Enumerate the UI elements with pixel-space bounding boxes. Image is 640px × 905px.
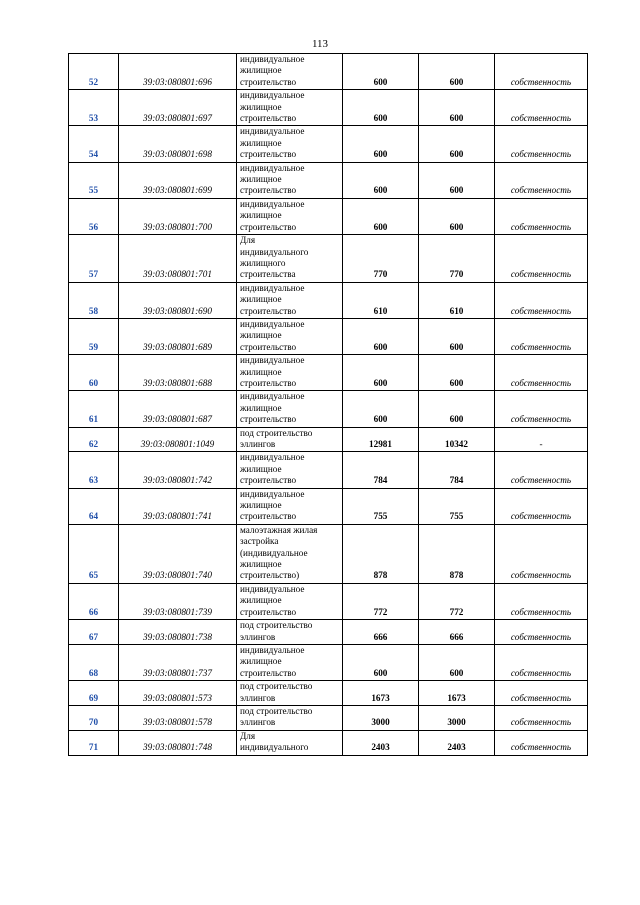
- area-value-text: 878: [373, 570, 388, 581]
- table-row: [69, 282, 588, 318]
- permitted-use-text: под строительство эллингов: [240, 705, 313, 728]
- row-number: [69, 644, 119, 680]
- area-value-2: [419, 427, 495, 452]
- permitted-use-text: индивидуальное жилищное строительство: [240, 452, 305, 486]
- area-value-2-text: 600: [449, 414, 464, 425]
- cadastral-number: [119, 644, 237, 680]
- area-value: [343, 488, 419, 524]
- row-number: [69, 524, 119, 583]
- page-number: 113: [311, 38, 329, 50]
- ownership-right-text: собственность: [510, 717, 572, 728]
- permitted-use-text: Для индивидуального: [240, 730, 309, 753]
- area-value-2: [419, 488, 495, 524]
- cadastral-number-text: 39:03:080801:741: [143, 511, 212, 522]
- cadastral-number-text: 39:03:080801:699: [143, 185, 212, 196]
- row-number-text: 66: [88, 606, 99, 617]
- table-row: [69, 355, 588, 391]
- area-value-2: [419, 198, 495, 234]
- cadastral-number-text: 39:03:080801:578: [143, 717, 212, 728]
- area-value-text: 784: [373, 475, 388, 486]
- ownership-right: [495, 488, 588, 524]
- area-value-2-text: 600: [449, 185, 464, 196]
- table-row: [69, 318, 588, 354]
- row-number: [69, 452, 119, 488]
- cadastral-number: [119, 524, 237, 583]
- row-number-text: 64: [88, 511, 99, 522]
- ownership-right: [495, 318, 588, 354]
- permitted-use: [237, 488, 343, 524]
- cadastral-number: [119, 620, 237, 645]
- cadastral-number-text: 39:03:080801:573: [143, 692, 212, 703]
- cadastral-number: [119, 583, 237, 619]
- table-row: [69, 681, 588, 706]
- table-row: [69, 620, 588, 645]
- area-value-2: [419, 162, 495, 198]
- permitted-use: [237, 90, 343, 126]
- ownership-right-text: собственность: [510, 305, 572, 316]
- row-number-text: 67: [88, 631, 99, 642]
- cadastral-number: [119, 235, 237, 283]
- area-value-2: [419, 54, 495, 90]
- ownership-right-text: собственность: [510, 269, 572, 280]
- row-number-text: 57: [88, 269, 99, 280]
- ownership-right-text: собственность: [510, 221, 572, 232]
- ownership-right-text: собственность: [510, 341, 572, 352]
- area-value: [343, 54, 419, 90]
- cadastral-number-text: 39:03:080801:742: [143, 475, 212, 486]
- permitted-use-text: малоэтажная жилая застройка (индивидуальное жилищное строительство): [240, 524, 318, 581]
- ownership-right: [495, 620, 588, 645]
- table-row: [69, 644, 588, 680]
- area-value-2-text: 600: [449, 76, 464, 87]
- area-value-2: [419, 355, 495, 391]
- permitted-use: [237, 730, 343, 755]
- row-number-text: 55: [88, 185, 99, 196]
- ownership-right: [495, 583, 588, 619]
- ownership-right: [495, 162, 588, 198]
- ownership-right: [495, 681, 588, 706]
- table-row: [69, 730, 588, 755]
- area-value-2-text: 10342: [445, 439, 468, 449]
- cadastral-number: [119, 355, 237, 391]
- permitted-use: [237, 391, 343, 427]
- area-value-2-text: 600: [449, 113, 464, 124]
- permitted-use-text: индивидуальное жилищное строительство: [240, 54, 305, 87]
- area-value-2-text: 666: [449, 631, 464, 642]
- permitted-use: [237, 620, 343, 645]
- cadastral-number-text: 39:03:080801:697: [143, 113, 212, 124]
- row-number: [69, 318, 119, 354]
- table-row: [69, 90, 588, 126]
- row-number: [69, 705, 119, 730]
- table-row: [69, 452, 588, 488]
- permitted-use: [237, 583, 343, 619]
- area-value-2: [419, 391, 495, 427]
- ownership-right-text: собственность: [510, 76, 572, 87]
- cadastral-number-text: 39:03:080801:688: [143, 377, 212, 388]
- permitted-use-text: Для индивидуального жилищного строительства: [240, 235, 309, 280]
- row-number: [69, 235, 119, 283]
- ownership-right: [495, 282, 588, 318]
- ownership-right-text: собственность: [510, 113, 572, 124]
- row-number: [69, 355, 119, 391]
- permitted-use-text: индивидуальное жилищное строительство: [240, 391, 305, 425]
- area-value: [343, 355, 419, 391]
- area-value-2-text: 600: [449, 149, 464, 160]
- permitted-use-text: индивидуальное жилищное строительство: [240, 583, 305, 617]
- ownership-right: [495, 126, 588, 162]
- ownership-right-text: собственность: [510, 475, 572, 486]
- area-value-text: 600: [373, 221, 388, 232]
- permitted-use: [237, 705, 343, 730]
- permitted-use: [237, 235, 343, 283]
- cadastral-number: [119, 427, 237, 452]
- cadastral-number: [119, 282, 237, 318]
- cadastral-number: [119, 730, 237, 755]
- area-value-2: [419, 620, 495, 645]
- ownership-right: [495, 90, 588, 126]
- table-row: [69, 162, 588, 198]
- row-number-text: 61: [88, 414, 99, 425]
- cadastral-number-text: 39:03:080801:1049: [140, 439, 215, 449]
- area-value-text: 12981: [369, 439, 392, 449]
- permitted-use-text: индивидуальное жилищное строительство: [240, 90, 305, 124]
- cadastral-number: [119, 198, 237, 234]
- cadastral-number: [119, 126, 237, 162]
- area-value: [343, 620, 419, 645]
- cadastral-number: [119, 54, 237, 90]
- permitted-use-text: индивидуальное жилищное строительство: [240, 126, 305, 160]
- area-value-text: 1673: [371, 692, 390, 703]
- area-value-text: 2403: [371, 742, 390, 753]
- area-value-2: [419, 282, 495, 318]
- row-number: [69, 427, 119, 452]
- ownership-right: [495, 235, 588, 283]
- permitted-use: [237, 644, 343, 680]
- area-value-2: [419, 318, 495, 354]
- area-value: [343, 391, 419, 427]
- area-value-2: [419, 90, 495, 126]
- ownership-right-text: -: [539, 439, 543, 449]
- row-number-text: 70: [88, 717, 99, 728]
- ownership-right: [495, 705, 588, 730]
- area-value: [343, 705, 419, 730]
- permitted-use: [237, 524, 343, 583]
- cadastral-number-text: 39:03:080801:690: [143, 305, 212, 316]
- cadastral-number: [119, 705, 237, 730]
- area-value-2-text: 1673: [447, 692, 466, 703]
- area-value-text: 600: [373, 149, 388, 160]
- area-value-text: 600: [373, 667, 388, 678]
- cadastral-number-text: 39:03:080801:700: [143, 221, 212, 232]
- permitted-use: [237, 126, 343, 162]
- cadastral-number: [119, 391, 237, 427]
- area-value: [343, 235, 419, 283]
- ownership-right-text: собственность: [510, 414, 572, 425]
- table-row: [69, 54, 588, 90]
- row-number: [69, 198, 119, 234]
- area-value-text: 770: [373, 269, 388, 280]
- permitted-use: [237, 427, 343, 452]
- area-value-2: [419, 705, 495, 730]
- area-value: [343, 681, 419, 706]
- row-number-text: 65: [88, 570, 99, 581]
- area-value-text: 755: [373, 511, 388, 522]
- row-number: [69, 488, 119, 524]
- row-number-text: 62: [88, 439, 99, 449]
- area-value-2-text: 878: [449, 570, 464, 581]
- area-value: [343, 583, 419, 619]
- area-value-2-text: 600: [449, 221, 464, 232]
- area-value-2-text: 610: [449, 305, 464, 316]
- permitted-use: [237, 681, 343, 706]
- area-value-text: 610: [373, 305, 388, 316]
- area-value-2-text: 784: [449, 475, 464, 486]
- cadastral-number: [119, 681, 237, 706]
- permitted-use-text: индивидуальное жилищное строительство: [240, 318, 305, 352]
- cadastral-number: [119, 90, 237, 126]
- table-row: [69, 705, 588, 730]
- table-row: [69, 391, 588, 427]
- table-row: [69, 235, 588, 283]
- area-value-text: 600: [373, 414, 388, 425]
- table-row: [69, 198, 588, 234]
- area-value-2-text: 600: [449, 667, 464, 678]
- ownership-right: [495, 452, 588, 488]
- area-value: [343, 282, 419, 318]
- area-value-2: [419, 126, 495, 162]
- ownership-right-text: собственность: [510, 692, 572, 703]
- row-number: [69, 282, 119, 318]
- cadastral-number: [119, 162, 237, 198]
- area-value-text: 600: [373, 341, 388, 352]
- ownership-right-text: собственность: [510, 742, 572, 753]
- row-number: [69, 391, 119, 427]
- ownership-right: [495, 427, 588, 452]
- row-number-text: 53: [88, 113, 99, 124]
- table-row: [69, 488, 588, 524]
- row-number-text: 58: [88, 305, 99, 316]
- ownership-right: [495, 355, 588, 391]
- row-number-text: 56: [88, 221, 99, 232]
- permitted-use-text: индивидуальное жилищное строительство: [240, 282, 305, 316]
- area-value: [343, 524, 419, 583]
- area-value: [343, 730, 419, 755]
- area-value-2: [419, 524, 495, 583]
- area-value: [343, 126, 419, 162]
- row-number-text: 59: [88, 341, 99, 352]
- row-number-text: 69: [88, 692, 99, 703]
- permitted-use: [237, 54, 343, 90]
- permitted-use: [237, 318, 343, 354]
- ownership-right-text: собственность: [510, 631, 572, 642]
- permitted-use-text: под строительство эллингов: [240, 620, 313, 642]
- row-number: [69, 126, 119, 162]
- cadastral-number-text: 39:03:080801:737: [143, 667, 212, 678]
- area-value-text: 3000: [371, 717, 390, 728]
- area-value: [343, 90, 419, 126]
- permitted-use-text: индивидуальное жилищное строительство: [240, 488, 305, 522]
- row-number: [69, 620, 119, 645]
- area-value: [343, 452, 419, 488]
- cadastral-number-text: 39:03:080801:696: [143, 76, 212, 87]
- area-value-text: 600: [373, 113, 388, 124]
- permitted-use: [237, 162, 343, 198]
- ownership-right: [495, 54, 588, 90]
- area-value-2: [419, 730, 495, 755]
- cadastral-number-text: 39:03:080801:698: [143, 149, 212, 160]
- area-value-2-text: 2403: [447, 742, 466, 753]
- cadastral-number: [119, 488, 237, 524]
- area-value-2-text: 600: [449, 377, 464, 388]
- row-number-text: 63: [88, 475, 99, 486]
- row-number-text: 68: [88, 667, 99, 678]
- area-value: [343, 427, 419, 452]
- row-number-text: 54: [88, 149, 99, 160]
- permitted-use: [237, 452, 343, 488]
- area-value-2: [419, 583, 495, 619]
- permitted-use-text: под строительство эллингов: [240, 427, 313, 449]
- area-value-2: [419, 644, 495, 680]
- cadastral-number-text: 39:03:080801:738: [143, 631, 212, 642]
- permitted-use-text: под строительство эллингов: [240, 681, 313, 703]
- cadastral-number-text: 39:03:080801:748: [143, 742, 212, 753]
- row-number: [69, 730, 119, 755]
- area-value-2-text: 3000: [447, 717, 466, 728]
- ownership-right: [495, 644, 588, 680]
- area-value-text: 600: [373, 185, 388, 196]
- area-value-2-text: 600: [449, 341, 464, 352]
- land-plots-table: [68, 53, 588, 756]
- cadastral-number-text: 39:03:080801:740: [143, 570, 212, 581]
- ownership-right: [495, 391, 588, 427]
- area-value: [343, 644, 419, 680]
- area-value-2-text: 772: [449, 606, 464, 617]
- ownership-right-text: собственность: [510, 511, 572, 522]
- row-number-text: 71: [88, 742, 99, 753]
- ownership-right: [495, 730, 588, 755]
- ownership-right-text: собственность: [510, 606, 572, 617]
- table-row: [69, 126, 588, 162]
- table-body: [69, 54, 588, 756]
- permitted-use: [237, 355, 343, 391]
- cadastral-number-text: 39:03:080801:701: [143, 269, 212, 280]
- area-value-2: [419, 452, 495, 488]
- area-value-2: [419, 681, 495, 706]
- ownership-right: [495, 198, 588, 234]
- area-value-text: 772: [373, 606, 388, 617]
- area-value: [343, 318, 419, 354]
- permitted-use: [237, 282, 343, 318]
- area-value: [343, 198, 419, 234]
- cadastral-number: [119, 318, 237, 354]
- area-value: [343, 162, 419, 198]
- row-number: [69, 583, 119, 619]
- ownership-right-text: собственность: [510, 185, 572, 196]
- row-number: [69, 162, 119, 198]
- permitted-use-text: индивидуальное жилищное строительство: [240, 355, 305, 388]
- ownership-right-text: собственность: [510, 570, 572, 581]
- row-number: [69, 681, 119, 706]
- row-number-text: 60: [88, 377, 99, 388]
- ownership-right-text: собственность: [510, 667, 572, 678]
- row-number-text: 52: [88, 76, 99, 87]
- table-row: [69, 524, 588, 583]
- ownership-right-text: собственность: [510, 377, 572, 388]
- ownership-right: [495, 524, 588, 583]
- area-value-2: [419, 235, 495, 283]
- area-value-text: 600: [373, 76, 388, 87]
- row-number: [69, 54, 119, 90]
- area-value-text: 600: [373, 377, 388, 388]
- area-value-2-text: 755: [449, 511, 464, 522]
- row-number: [69, 90, 119, 126]
- cadastral-number-text: 39:03:080801:739: [143, 606, 212, 617]
- area-value-2-text: 770: [449, 269, 464, 280]
- table-row: [69, 583, 588, 619]
- cadastral-number-text: 39:03:080801:687: [143, 414, 212, 425]
- cadastral-number: [119, 452, 237, 488]
- table-row: [69, 427, 588, 452]
- permitted-use: [237, 198, 343, 234]
- permitted-use-text: индивидуальное жилищное строительство: [240, 198, 305, 232]
- area-value-text: 666: [373, 631, 388, 642]
- ownership-right-text: собственность: [510, 149, 572, 160]
- permitted-use-text: индивидуальное жилищное строительство: [240, 644, 305, 678]
- permitted-use-text: индивидуальное жилищное строительство: [240, 162, 305, 196]
- cadastral-number-text: 39:03:080801:689: [143, 341, 212, 352]
